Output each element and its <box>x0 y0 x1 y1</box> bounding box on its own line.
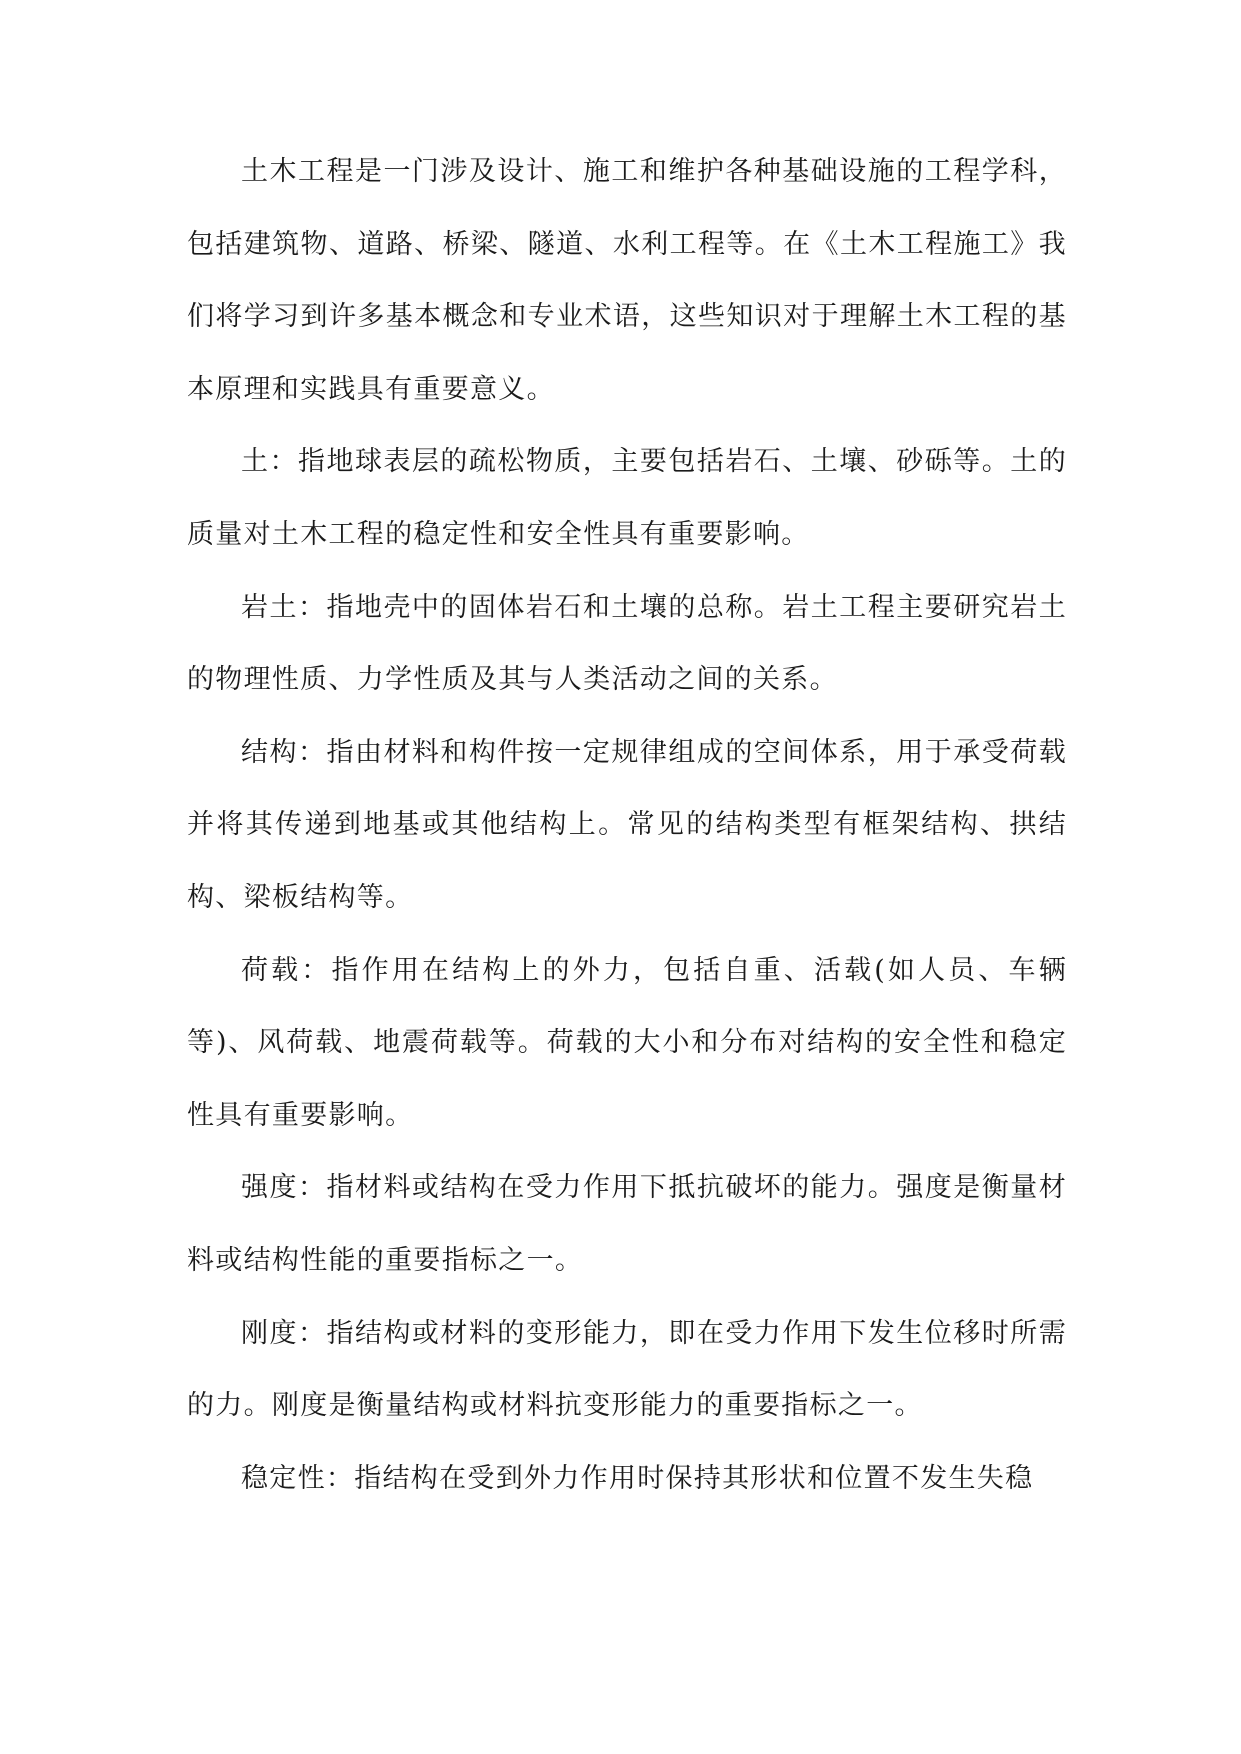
paragraph-load: 荷载：指作用在结构上的外力，包括自重、活载(如人员、车辆等)、风荷载、地震荷载等。荷载的大小和分布对结构的安全性和稳定性具有重要影响。 <box>187 954 1067 1131</box>
document-body <box>187 136 1067 1515</box>
paragraph-strength: 强度：指材料或结构在受力作用下抵抗破坏的能力。强度是衡量材料或结构性能的重要指标之一。 <box>187 1172 1067 1276</box>
paragraph-intro: 土木工程是一门涉及设计、施工和维护各种基础设施的工程学科，包括建筑物、道路、桥梁、隧道、水利工程等。在《土木工程施工》我们将学习到许多基本概念和专业术语，这些知识对于理解土木工程的基本原理和实践具有重要意义。 <box>187 156 1067 405</box>
paragraph-soil: 土：指地球表层的疏松物质，主要包括岩石、土壤、砂砾等。土的质量对土木工程的稳定性和安全性具有重要影响。 <box>187 446 1067 550</box>
paragraph-stiffness: 刚度：指结构或材料的变形能力，即在受力作用下发生位移时所需的力。刚度是衡量结构或材料抗变形能力的重要指标之一。 <box>187 1317 1067 1422</box>
paragraph-stability: 稳定性：指结构在受到外力作用时保持其形状和位置不发生失稳 <box>241 1462 1034 1494</box>
paragraph-structure: 结构：指由材料和构件按一定规律组成的空间体系，用于承受荷载并将其传递到地基或其他结构上。常见的结构类型有框架结构、拱结构、梁板结构等。 <box>187 736 1067 913</box>
paragraph-geotechnical: 岩土：指地壳中的固体岩石和土壤的总称。岩土工程主要研究岩土的物理性质、力学性质及其与人类活动之间的关系。 <box>187 591 1067 696</box>
